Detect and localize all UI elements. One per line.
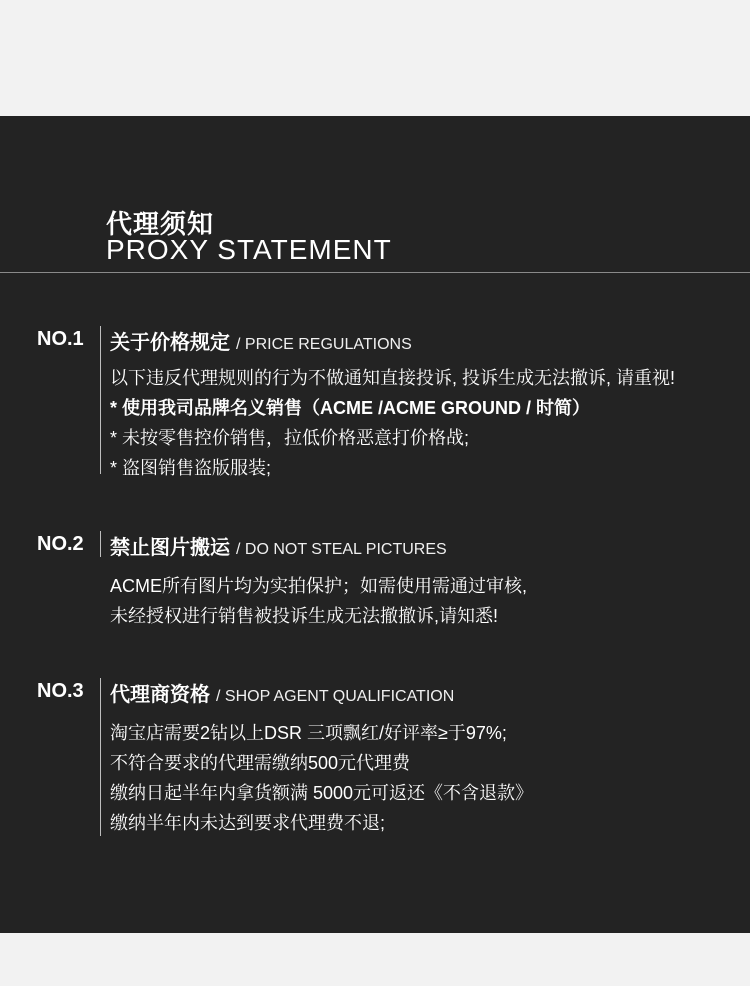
- section-title-cn: 禁止图片搬运: [110, 537, 230, 559]
- section-line: * 未按零售控价销售，拉低价格恶意打价格战;: [110, 428, 470, 448]
- section-title-en: / PRICE REGULATIONS: [236, 336, 412, 353]
- section-number: NO.3: [37, 680, 84, 702]
- section-line: 以下违反代理规则的行为不做通知直接投诉, 投诉生成无法撤诉, 请重视!: [110, 368, 676, 388]
- section-title-cn: 代理商资格: [110, 684, 210, 706]
- section-line: 未经授权进行销售被投诉生成无法撤撤诉,请知悉!: [110, 606, 498, 626]
- header-divider: [0, 272, 750, 273]
- section-number: NO.1: [37, 328, 84, 350]
- page-title-cn: 代理须知: [106, 209, 215, 239]
- section-line: ACME所有图片均为实拍保护；如需使用需通过审核,: [110, 576, 528, 596]
- section-vertical-bar: [100, 531, 101, 557]
- page-title-en: PROXY STATEMENT: [106, 234, 392, 265]
- section-title-en: / DO NOT STEAL PICTURES: [236, 541, 447, 558]
- section-vertical-bar: [100, 326, 101, 474]
- proxy-statement-panel: [0, 116, 750, 933]
- section-title-en: / SHOP AGENT QUALIFICATION: [216, 688, 455, 705]
- section-line: * 使用我司品牌名义销售（ACME /ACME GROUND / 时简）: [110, 398, 591, 418]
- section-line: 缴纳日起半年内拿货额满 5000元可返还《不含退款》: [110, 783, 534, 803]
- section-number: NO.2: [37, 533, 84, 555]
- section-title: [110, 678, 454, 707]
- section-title: [110, 326, 412, 355]
- section-line: * 盗图销售盗版服装;: [110, 458, 272, 478]
- section-lines: [110, 571, 527, 631]
- section-line: 不符合要求的代理需缴纳500元代理费: [110, 753, 411, 773]
- section-vertical-bar: [100, 678, 101, 836]
- section-lines: [110, 718, 533, 838]
- section-title: [110, 531, 447, 560]
- section-line: 淘宝店需要2钻以上DSR 三项飘红/好评率≥于97%;: [110, 723, 507, 743]
- section-title-cn: 关于价格规定: [110, 332, 230, 354]
- section-lines: [110, 363, 675, 483]
- section-line: 缴纳半年内未达到要求代理费不退;: [110, 813, 385, 833]
